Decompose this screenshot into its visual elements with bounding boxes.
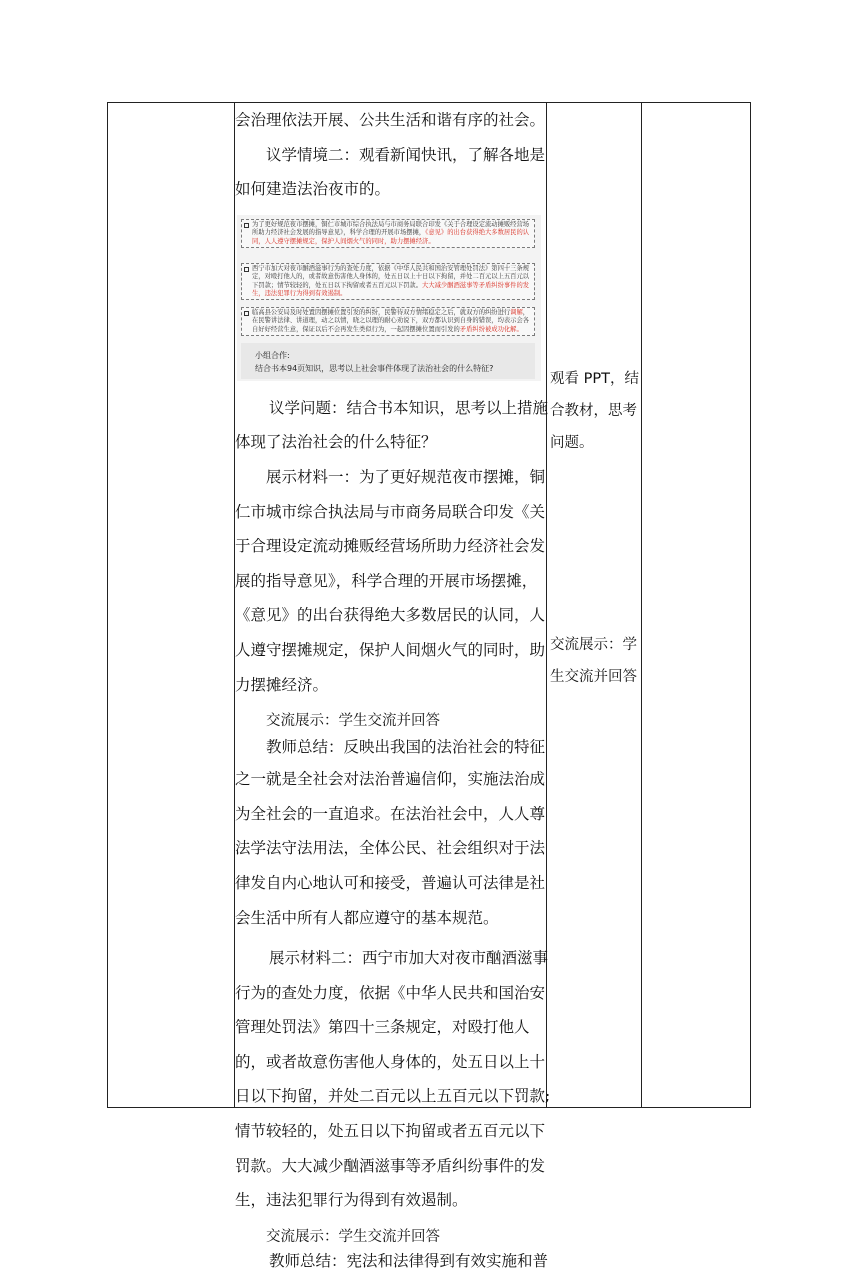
material2-line: 展示材料二：西宁市加大对夜市酗酒滋事 — [269, 949, 549, 968]
material1-line: 人遵守摆摊规定，保护人间烟火气的同时，助 — [235, 640, 546, 659]
material1-line: 仁市城市综合执法局与市商务局联合印发《关 — [235, 502, 546, 521]
material1-line: 《意见》的出台获得绝大多数居民的认同，人 — [235, 606, 546, 625]
news-highlight: 大大减少酗酒滋事等矛盾纠纷事件的发生，违法犯罪行为得到有效遏制。 — [252, 281, 530, 297]
material2-line: 日以下拘留，并处二百元以上五百元以下罚款; — [235, 1087, 551, 1106]
news-text: 西宁市加大对夜市酗酒滋事行为的查处力度，依据《中华人民共和国治安管理处罚法》第四十三条规定，对殴打他人的，或者故意伤害他人身体的，处五日以上十日以下拘留，并处二百元以上五百元以下罚款；情节较轻的，处五日以下拘留或者五百元以下罚款。 — [252, 264, 530, 289]
summary1-line: 为全社会的一直追求。在法治社会中，人人尊 — [235, 804, 546, 823]
teacher-activity-column — [235, 103, 551, 1274]
summary2-line: 教师总结：宪法和法律得到有效实施和普 — [269, 1251, 549, 1270]
material2-line: 罚款。大大减少酗酒滋事等矛盾纠纷事件的发 — [235, 1156, 546, 1175]
lesson-table — [107, 102, 751, 1270]
student-task-2 — [550, 629, 637, 693]
news-highlight: 《意见》的出台获得绝大多数居民的认同，人人遵守摆摊规定，保护人间烟火气的同时，助力摆摊经济。 — [252, 229, 530, 245]
material2-line: 行为的查处力度，依据《中华人民共和国治安 — [235, 983, 546, 1002]
material2-line: 生，违法犯罪行为得到有效遏制。 — [235, 1191, 468, 1210]
news-flash-image — [237, 215, 541, 381]
group-work-task: 结合书本94页知识，思考以上社会事件体现了法治社会的什么特征? — [255, 363, 494, 373]
material2-line: 管理处罚法》第四十三条规定，对殴打他人 — [235, 1018, 530, 1037]
scenario-line-1: 议学情境二：观看新闻快讯，了解各地是 — [266, 145, 546, 164]
material1-line: 展的指导意见》，科学合理的开展市场摆摊， — [235, 571, 538, 590]
news-highlight: 调解 — [510, 308, 523, 316]
column-divider-3 — [641, 103, 642, 1107]
material1-line: 展示材料一：为了更好规范夜市摆摊，铜 — [266, 467, 546, 486]
question-line-2: 体现了法治社会的什么特征？ — [235, 433, 437, 452]
student-task-line: 合教材，思考 — [550, 403, 637, 419]
student-task-1 — [550, 363, 639, 459]
exchange-line: 交流展示：学生交流并回答 — [266, 1228, 440, 1245]
summary1-line: 教师总结：反映出我国的法治社会的特征 — [266, 738, 546, 757]
question-line-1: 议学问题：结合书本知识，思考以上措施 — [269, 398, 549, 417]
news-item-1 — [241, 219, 535, 248]
student-task-line: 观看 PPT，结 — [550, 371, 639, 387]
news-text: ，在民警讲法律、讲道理，动之以情，晓之以理的耐心劝说下，双方都认识到自身的错误，均表示会各自好好经营生意，保证以后不会再发生类似行为，一起因摆摊位置而引发的 — [252, 308, 530, 333]
student-task-line: 问题。 — [550, 435, 594, 451]
summary1-line: 会生活中所有人都应遵守的基本规范。 — [235, 908, 499, 927]
summary1-line: 法学法守法用法，全体公民、社会组织对于法 — [235, 839, 546, 858]
summary1-line: 律发自内心地认可和接受，普遍认可法律是社 — [235, 873, 546, 892]
group-work-box — [241, 343, 535, 379]
news-highlight: 矛盾纠纷被成功化解。 — [459, 325, 523, 333]
news-item-2 — [241, 263, 535, 301]
student-task-line: 交流展示：学 — [550, 637, 637, 653]
news-text: 为了更好规范夜市摆摊，铜仁市城市综合执法局与市商务局联合印发《关于合理设定流动摊贩经营场所助力经济社会发展的指导意见》，科学合理的开展市场摆摊， — [252, 220, 530, 237]
material2-line: 情节较轻的，处五日以下拘留或者五百元以下 — [235, 1122, 546, 1141]
checkbox-icon — [244, 223, 249, 228]
checkbox-icon — [244, 311, 249, 316]
student-task-line: 生交流并回答 — [550, 669, 637, 685]
scenario-line-2: 如何建造法治夜市的。 — [235, 180, 391, 199]
news-text: 临高县公安局及时处置因摆摊位置引发的纠纷，民警待双方情绪稳定之后，就双方的纠纷进行 — [252, 308, 511, 316]
summary1-line: 之一就是全社会对法治普遍信仰，实施法治成 — [235, 770, 546, 789]
text-line: 会治理依法开展、公共生活和谐有序的社会。 — [235, 111, 546, 129]
checkbox-icon — [244, 267, 249, 272]
material1-line: 力摆摊经济。 — [235, 675, 329, 694]
material2-line: 的，或者故意伤害他人身体的，处五日以上十 — [235, 1052, 546, 1071]
news-item-3 — [241, 307, 535, 336]
material1-line: 于合理设定流动摊贩经营场所助力经济社会发 — [235, 537, 546, 556]
group-work-title: 小组合作: — [255, 350, 290, 360]
exchange-line: 交流展示：学生交流并回答 — [266, 713, 440, 730]
